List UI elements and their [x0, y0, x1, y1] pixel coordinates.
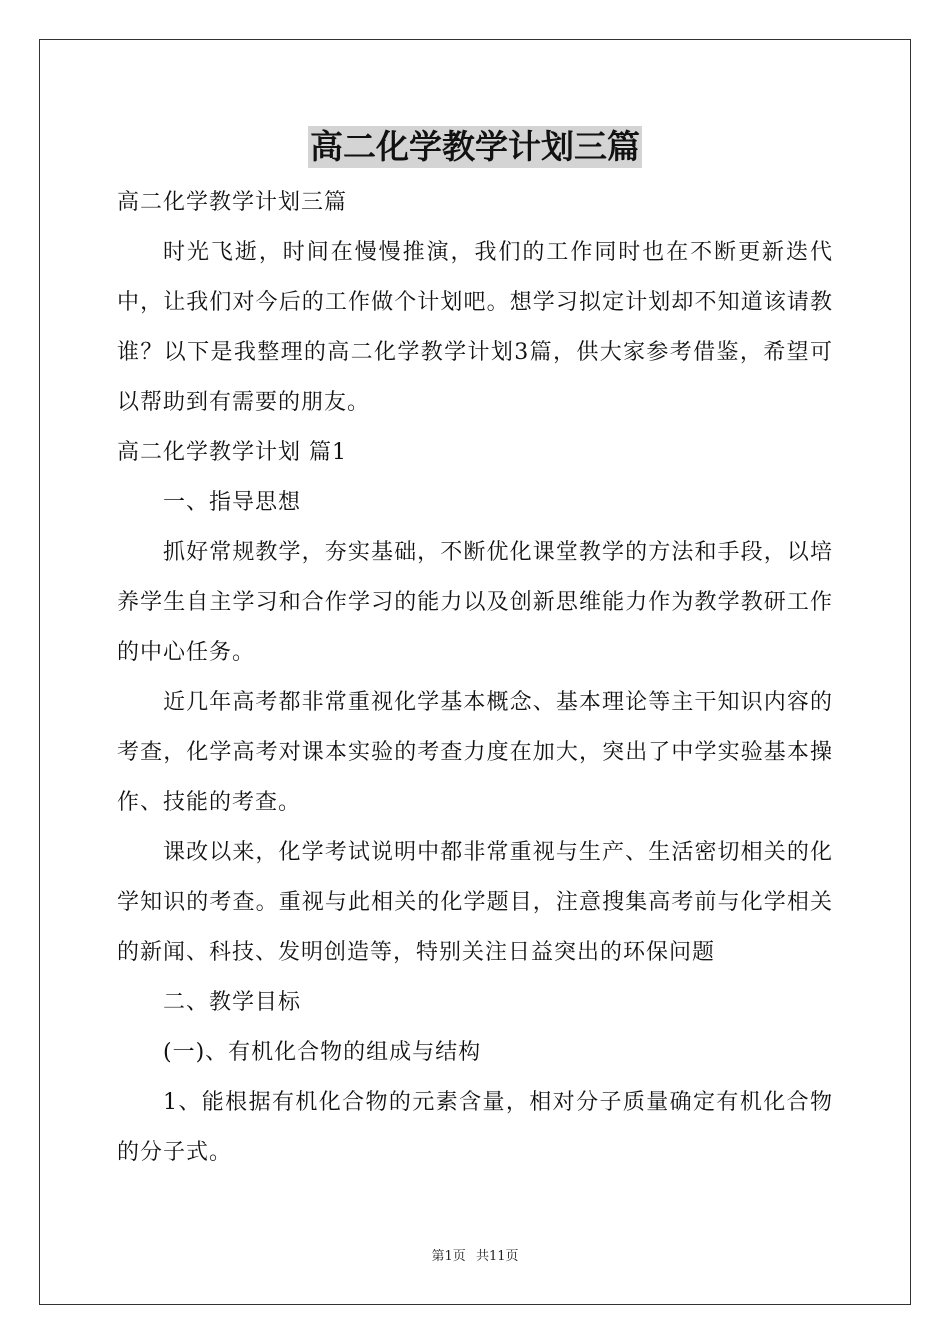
page-footer	[0, 1248, 950, 1266]
paragraph-heading-guiding: 一、指导思想	[163, 490, 302, 515]
document-body	[117, 178, 833, 1178]
page-total: 共11页	[475, 1249, 519, 1264]
paragraph-guiding-1: 抓好常规教学，夯实基础，不断优化课堂教学的方法和手段，以培养学生自主学习和合作学习的能力以及创新思维能力作为教学教研工作的中心任务。	[117, 540, 833, 665]
title-container	[0, 126, 950, 168]
paragraph-heading-goals: 二、教学目标	[163, 990, 302, 1015]
document-title: 高二化学教学计划三篇	[310, 127, 640, 166]
paragraph-guiding-2: 近几年高考都非常重视化学基本概念、基本理论等主干知识内容的考查，化学高考对课本实验的考查力度在加大，突出了中学实验基本操作、技能的考查。	[117, 690, 833, 815]
paragraph-guiding-3: 课改以来，化学考试说明中都非常重视与生产、生活密切相关的化学知识的考查。重视与此相关的化学题目，注意搜集高考前与化学相关的新闻、科技、发明创造等，特别关注日益突出的环保问题	[117, 840, 833, 965]
paragraph-intro: 时光飞逝，时间在慢慢推演，我们的工作同时也在不断更新迭代中，让我们对今后的工作做个计划吧。想学习拟定计划却不知道该请教谁？以下是我整理的高二化学教学计划3篇，供大家参考借鉴，希望可以帮助到有需要的朋友。	[117, 240, 833, 415]
paragraph-goal-1: 1、能根据有机化合物的元素含量，相对分子质量确定有机化合物的分子式。	[117, 1090, 833, 1165]
paragraph-section-heading: 高二化学教学计划 篇1	[117, 440, 347, 465]
paragraph-subheading-organic: (一)、有机化合物的组成与结构	[163, 1040, 482, 1065]
page-number: 第1页	[431, 1249, 466, 1264]
paragraph-subtitle: 高二化学教学计划三篇	[117, 190, 348, 215]
